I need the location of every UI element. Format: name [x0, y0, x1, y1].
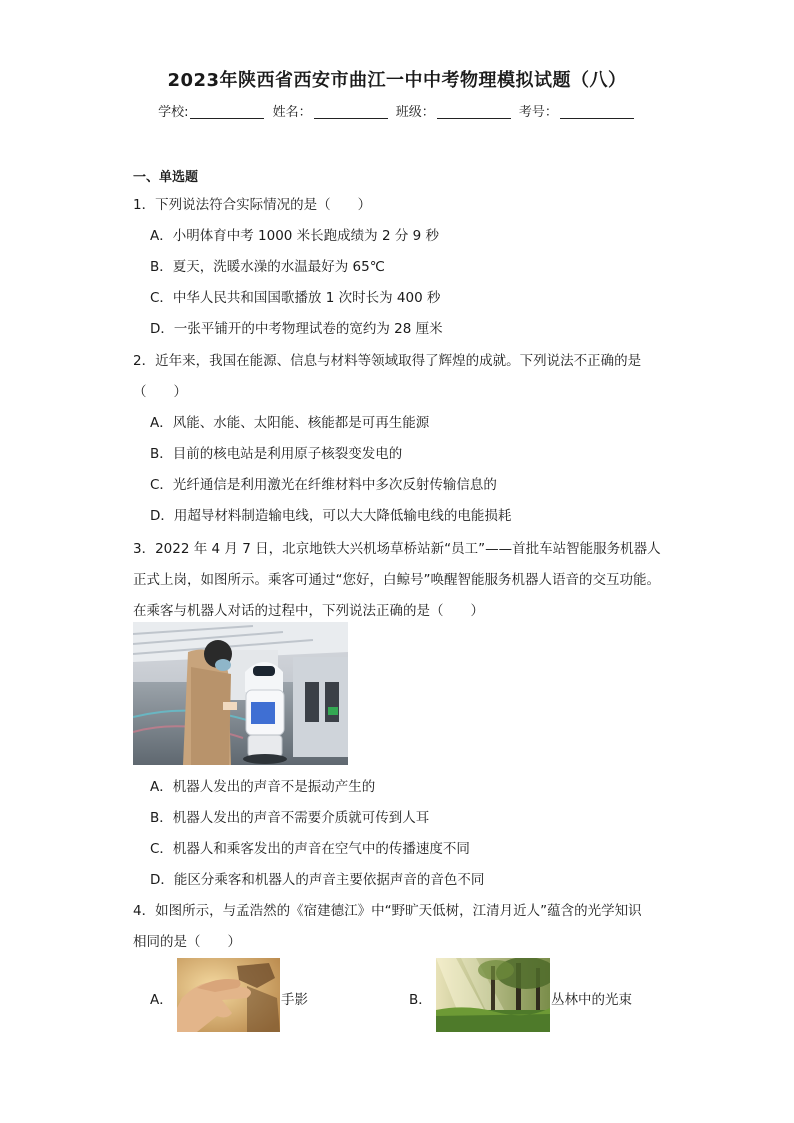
- hand-shadow-photo: [177, 958, 280, 1032]
- question-3-option-a: A．机器人发出的声音不是振动产生的: [150, 779, 376, 795]
- question-3-option-c: C．机器人和乘客发出的声音在空气中的传播速度不同: [150, 841, 470, 857]
- name-blank[interactable]: [314, 104, 388, 119]
- question-4-option-b-text: 丛林中的光束: [551, 992, 632, 1008]
- class-label: 班级：: [395, 105, 435, 120]
- question-4-stem-cont: 相同的是（ ）: [133, 934, 241, 950]
- question-2-option-c: C．光纤通信是利用激光在纤维材料中多次反射传输信息的: [150, 477, 497, 493]
- question-2-option-d: D．用超导材料制造输电线，可以大大降低输电线的电能损耗: [150, 508, 512, 524]
- question-4-stem: 4．如图所示，与孟浩然的《宿建德江》中“野旷天低树，江清月近人”蕴含的光学知识: [133, 903, 642, 919]
- robot-photo-graphic: [133, 622, 348, 765]
- question-2-stem: 2．近年来，我国在能源、信息与材料等领域取得了辉煌的成就。下列说法不正确的是: [133, 353, 642, 369]
- question-3-stem: 3．2022 年 4 月 7 日，北京地铁大兴机场草桥站新“员工”——首批车站智能服务机器人: [133, 541, 661, 557]
- student-info-row: [0, 101, 794, 120]
- section-heading: 一、单选题: [133, 170, 199, 185]
- question-3-option-d: D．能区分乘客和机器人的声音主要依据声音的音色不同: [150, 872, 485, 888]
- question-1-option-b: B．夏天，洗暖水澡的水温最好为 65℃: [150, 259, 385, 275]
- question-4-option-a-text: 手影: [281, 992, 308, 1008]
- question-4-option-a-label: A．: [150, 992, 173, 1008]
- question-2-option-b: B．目前的核电站是利用原子核裂变发电的: [150, 446, 403, 462]
- forest-light-photo: [436, 958, 550, 1032]
- question-1-option-d: D．一张平铺开的中考物理试卷的宽约为 28 厘米: [150, 321, 443, 337]
- question-2-stem-cont: （ ）: [133, 384, 187, 400]
- class-blank[interactable]: [437, 104, 511, 119]
- forest-light-graphic: [436, 958, 550, 1032]
- school-blank[interactable]: [190, 104, 264, 119]
- question-3-stem-end: 在乘客与机器人对话的过程中，下列说法正确的是（ ）: [133, 603, 484, 619]
- question-1-stem: 1．下列说法符合实际情况的是（ ）: [133, 197, 372, 213]
- exam-title: 2023年陕西省西安市曲江一中中考物理模拟试题（八）: [167, 70, 627, 91]
- name-label: 姓名：: [272, 105, 312, 120]
- number-blank[interactable]: [560, 104, 634, 119]
- question-1-option-a: A．小明体育中考 1000 米长跑成绩为 2 分 9 秒: [150, 228, 440, 244]
- question-3-stem-cont: 正式上岗，如图所示。乘客可通过“您好，白鲸号”唤醒智能服务机器人语音的交互功能。: [133, 572, 660, 588]
- question-1-option-c: C．中华人民共和国国歌播放 1 次时长为 400 秒: [150, 290, 441, 306]
- question-4-option-b-label: B．: [409, 992, 432, 1008]
- question-3-option-b: B．机器人发出的声音不需要介质就可传到人耳: [150, 810, 430, 826]
- hand-shadow-graphic: [177, 958, 280, 1032]
- robot-photo: [133, 622, 348, 765]
- number-label: 考号：: [518, 105, 558, 120]
- school-label: 学校:: [158, 105, 189, 120]
- question-2-option-a: A．风能、水能、太阳能、核能都是可再生能源: [150, 415, 430, 431]
